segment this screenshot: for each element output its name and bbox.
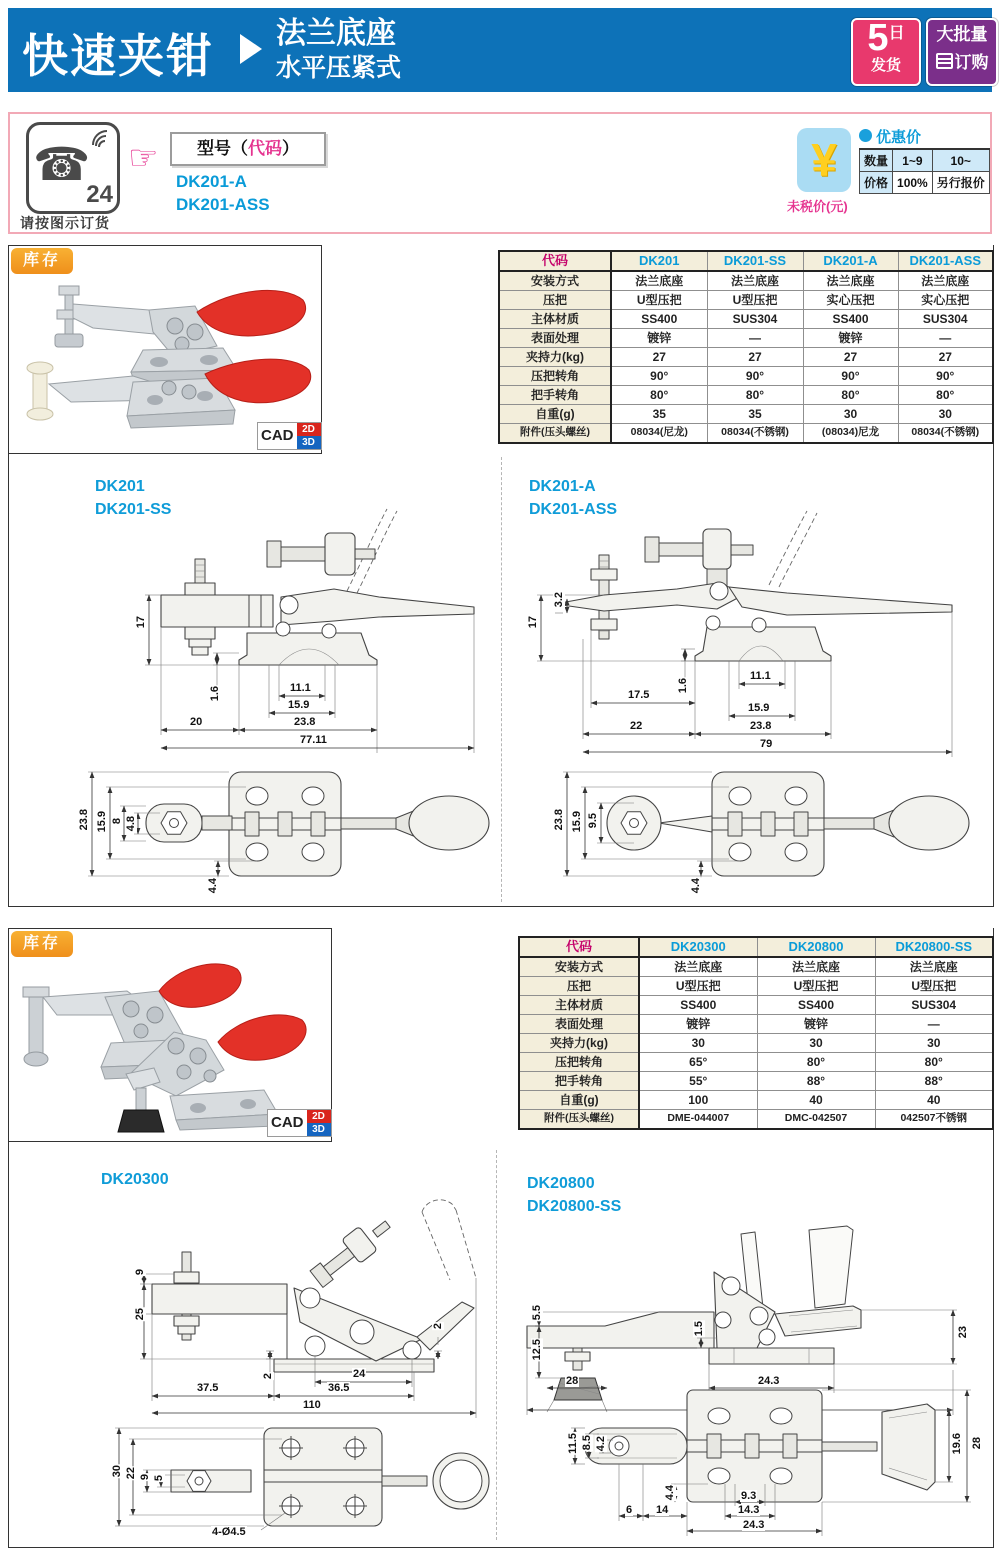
table-cell: — bbox=[875, 1015, 993, 1034]
dimension-label: 4.4 bbox=[664, 1485, 676, 1501]
dimension-label: 22 bbox=[630, 720, 643, 732]
stock-badge: 库存 bbox=[11, 931, 73, 957]
product-photo-box bbox=[8, 245, 322, 454]
price-value: 另行报价 bbox=[932, 172, 989, 194]
page-header bbox=[8, 8, 992, 92]
dimension-label: 9.5 bbox=[587, 813, 599, 829]
signal-waves-icon bbox=[89, 125, 115, 149]
table-cell: 80° bbox=[757, 1053, 875, 1072]
dimension-label: 2 bbox=[262, 1373, 274, 1380]
cad-download-badge[interactable]: CAD 2D 3D bbox=[257, 422, 322, 450]
table-cell: 27 bbox=[803, 348, 898, 367]
table-col-header: DK20300 bbox=[639, 937, 757, 957]
table-cell: 27 bbox=[707, 348, 803, 367]
table-cell: 30 bbox=[803, 405, 898, 424]
dimension-label: 5 bbox=[153, 1475, 165, 1482]
dimension-label: 3.2 bbox=[553, 592, 565, 608]
table-cell: 法兰底座 bbox=[757, 957, 875, 977]
qty-range: 10~ bbox=[932, 149, 989, 172]
order-caption: 请按图示订货 bbox=[20, 215, 110, 231]
drawing-divider bbox=[501, 457, 502, 902]
table-cell: 镀锌 bbox=[757, 1015, 875, 1034]
shipping-days: 5 bbox=[867, 17, 889, 59]
table-cell: 实心压把 bbox=[803, 291, 898, 310]
table-cell: 80° bbox=[611, 386, 707, 405]
technical-drawing-dk201a-bottom bbox=[537, 760, 987, 900]
table-cell: (08034)尼龙 bbox=[803, 424, 898, 444]
table-cell: 08034(不锈钢) bbox=[898, 424, 993, 444]
table-row-label: 安装方式 bbox=[519, 957, 639, 977]
table-row-label: 压把 bbox=[519, 977, 639, 996]
model-code: DK201-A bbox=[176, 172, 247, 191]
subtitle-line1: 法兰底座 bbox=[276, 17, 396, 50]
dimension-label: 4.2 bbox=[595, 1436, 607, 1452]
table-cell: 30 bbox=[898, 405, 993, 424]
table-row-label: 压把 bbox=[499, 291, 611, 310]
table-cell: — bbox=[898, 329, 993, 348]
table-cell: 90° bbox=[707, 367, 803, 386]
orderable-models bbox=[176, 170, 270, 216]
dimension-label: 11.5 bbox=[567, 1433, 579, 1454]
dimension-label: 1.6 bbox=[209, 686, 221, 702]
dimension-label: 24.3 bbox=[743, 1519, 765, 1531]
table-cell: 90° bbox=[898, 367, 993, 386]
product-photo-box bbox=[8, 928, 332, 1142]
dimension-label: 24.3 bbox=[758, 1375, 780, 1387]
table-cell: 27 bbox=[611, 348, 707, 367]
table-row-label: 附件(压头螺丝) bbox=[499, 424, 611, 444]
bullet-icon bbox=[859, 129, 872, 142]
table-cell: 法兰底座 bbox=[898, 271, 993, 291]
dimension-label: 8.5 bbox=[581, 1435, 593, 1451]
order-list-icon bbox=[936, 53, 953, 69]
dimension-label: 1.6 bbox=[677, 678, 689, 694]
price-label: 价格 bbox=[860, 172, 893, 194]
bulk-order-badge: 大批量 订购 bbox=[926, 18, 998, 86]
dimension-label: 77.11 bbox=[300, 734, 327, 746]
dimension-label: 28 bbox=[566, 1375, 579, 1387]
drawing-title: DK201 DK201-SS bbox=[95, 478, 172, 518]
dimension-label: 23.8 bbox=[553, 809, 565, 831]
table-cell: U型压把 bbox=[639, 977, 757, 996]
table-cell: 90° bbox=[611, 367, 707, 386]
dimension-label: 9 bbox=[139, 1474, 151, 1481]
technical-drawing-dk201-side bbox=[129, 503, 499, 758]
dimension-label: 23.8 bbox=[750, 720, 772, 732]
cad-2d-tag: 2D bbox=[297, 423, 321, 436]
dimension-label: 23.8 bbox=[78, 809, 90, 831]
table-col-header: DK201-SS bbox=[707, 251, 803, 271]
table-cell: 80° bbox=[875, 1053, 993, 1072]
dimension-label: 17 bbox=[527, 616, 539, 629]
table-cell: SUS304 bbox=[707, 310, 803, 329]
table-col-header: DK20800 bbox=[757, 937, 875, 957]
table-cell: 法兰底座 bbox=[707, 271, 803, 291]
table-cell: 35 bbox=[611, 405, 707, 424]
table-cell: U型压把 bbox=[611, 291, 707, 310]
dimension-label: 30 bbox=[111, 1465, 123, 1478]
arrow-right-icon bbox=[240, 34, 262, 64]
dimension-label: 4.4 bbox=[690, 878, 702, 894]
table-cell: SS400 bbox=[757, 996, 875, 1015]
table-cell: SUS304 bbox=[898, 310, 993, 329]
page-subtitle bbox=[276, 16, 401, 84]
table-cell: 27 bbox=[898, 348, 993, 367]
table-row-label: 把手转角 bbox=[519, 1072, 639, 1091]
table-cell: 55° bbox=[639, 1072, 757, 1091]
table-cell: SS400 bbox=[803, 310, 898, 329]
table-cell: 实心压把 bbox=[898, 291, 993, 310]
table-cell: SUS304 bbox=[875, 996, 993, 1015]
table-cell: 90° bbox=[803, 367, 898, 386]
dimension-label: 28 bbox=[971, 1437, 983, 1450]
table-col-header: DK201-A bbox=[803, 251, 898, 271]
dimension-label: 5.5 bbox=[531, 1305, 543, 1321]
table-row-label: 自重(g) bbox=[499, 405, 611, 424]
table-cell: 88° bbox=[875, 1072, 993, 1091]
technical-drawing-dk20800-bottom bbox=[537, 1376, 989, 1541]
cad-download-badge[interactable]: CAD 2D 3D bbox=[267, 1109, 332, 1137]
table-cell: U型压把 bbox=[757, 977, 875, 996]
dimension-label: 23.8 bbox=[294, 716, 316, 728]
table-cell: 法兰底座 bbox=[803, 271, 898, 291]
dimension-label: 1.5 bbox=[693, 1321, 705, 1337]
table-row-label: 主体材质 bbox=[519, 996, 639, 1015]
price-table bbox=[859, 148, 990, 194]
table-cell: DMC-042507 bbox=[757, 1110, 875, 1130]
table-corner-header: 代码 bbox=[499, 251, 611, 271]
table-cell: 镀锌 bbox=[611, 329, 707, 348]
table-row-label: 夹持力(kg) bbox=[499, 348, 611, 367]
table-cell: 88° bbox=[757, 1072, 875, 1091]
table-cell: DME-044007 bbox=[639, 1110, 757, 1130]
table-cell: 08034(不锈钢) bbox=[707, 424, 803, 444]
table-row-label: 表面处理 bbox=[499, 329, 611, 348]
dimension-label: 22 bbox=[125, 1467, 137, 1480]
table-row-label: 表面处理 bbox=[519, 1015, 639, 1034]
section-dk201 bbox=[8, 245, 994, 907]
cad-3d-tag: 3D bbox=[307, 1123, 331, 1136]
technical-drawing-dk201a-side bbox=[507, 503, 989, 758]
hole-callout-label: 4-Ø4.5 bbox=[212, 1526, 246, 1538]
dimension-label: 110 bbox=[303, 1399, 321, 1411]
table-col-header: DK20800-SS bbox=[875, 937, 993, 957]
dimension-label: 36.5 bbox=[328, 1382, 350, 1394]
dimension-label: 15.9 bbox=[96, 811, 108, 833]
dimension-label: 15.9 bbox=[571, 811, 583, 833]
table-cell: 80° bbox=[707, 386, 803, 405]
page-title: 快速夹钳 bbox=[22, 30, 214, 82]
table-cell: 80° bbox=[898, 386, 993, 405]
model-code: DK201-ASS bbox=[176, 195, 270, 214]
table-cell: — bbox=[707, 329, 803, 348]
dimension-label: 17.5 bbox=[628, 689, 650, 701]
dimension-label: 20 bbox=[190, 716, 203, 728]
dimension-label: 17 bbox=[135, 616, 147, 629]
table-row-label: 主体材质 bbox=[499, 310, 611, 329]
phone-24h-icon: ☎ 24 bbox=[26, 122, 120, 214]
dimension-label: 79 bbox=[760, 738, 773, 750]
table-cell: U型压把 bbox=[875, 977, 993, 996]
cad-2d-tag: 2D bbox=[307, 1110, 331, 1123]
table-cell: 40 bbox=[875, 1091, 993, 1110]
table-cell: 法兰底座 bbox=[875, 957, 993, 977]
price-yen-icon: ¥ bbox=[797, 128, 851, 192]
qty-range: 1~9 bbox=[893, 149, 933, 172]
table-cell: 法兰底座 bbox=[611, 271, 707, 291]
shipping-badge: 5日 发货 bbox=[851, 18, 921, 86]
table-cell: 80° bbox=[803, 386, 898, 405]
spec-table-dk20300 bbox=[518, 936, 994, 1130]
table-row-label: 夹持力(kg) bbox=[519, 1034, 639, 1053]
table-cell: 30 bbox=[757, 1034, 875, 1053]
model-code-box: 型号（代码） bbox=[170, 132, 326, 166]
dimension-label: 19.6 bbox=[951, 1433, 963, 1455]
dimension-label: 4.4 bbox=[207, 878, 219, 894]
discount-title: 优惠价 bbox=[859, 126, 921, 147]
dimension-label: 23 bbox=[957, 1326, 969, 1339]
dimension-label: 11.1 bbox=[290, 682, 311, 694]
dimension-label: 9 bbox=[134, 1269, 146, 1276]
dimension-label: 9.3 bbox=[741, 1490, 757, 1502]
table-row-label: 安装方式 bbox=[499, 271, 611, 291]
dimension-label: 12.5 bbox=[531, 1339, 543, 1361]
dimension-label: 8 bbox=[111, 818, 123, 825]
table-cell: 镀锌 bbox=[639, 1015, 757, 1034]
table-col-header: DK201-ASS bbox=[898, 251, 993, 271]
dimension-label: 15.9 bbox=[748, 702, 770, 714]
technical-drawing-dk20300-bottom bbox=[99, 1420, 499, 1542]
tax-note: 未税价(元) bbox=[787, 199, 848, 214]
technical-drawing-dk20300-side bbox=[124, 1194, 499, 1419]
table-row-label: 自重(g) bbox=[519, 1091, 639, 1110]
table-cell: 08034(尼龙) bbox=[611, 424, 707, 444]
drawing-title: DK201-A DK201-ASS bbox=[529, 478, 618, 518]
qty-label: 数量 bbox=[860, 149, 893, 172]
drawing-title: DK20800 DK20800-SS bbox=[527, 1175, 622, 1215]
dimension-label: 11.1 bbox=[750, 670, 771, 682]
order-info-box bbox=[8, 112, 992, 234]
dimension-label: 15.9 bbox=[288, 699, 310, 711]
dimension-label: 14.3 bbox=[738, 1504, 760, 1516]
table-row-label: 压把转角 bbox=[499, 367, 611, 386]
table-cell: 35 bbox=[707, 405, 803, 424]
subtitle-line2: 水平压紧式 bbox=[276, 54, 402, 82]
table-cell: 法兰底座 bbox=[639, 957, 757, 977]
pointing-hand-icon: ☞ bbox=[128, 139, 159, 177]
table-row-label: 附件(压头螺丝) bbox=[519, 1110, 639, 1130]
table-cell: U型压把 bbox=[707, 291, 803, 310]
stock-badge: 库存 bbox=[11, 248, 73, 274]
table-row-label: 压把转角 bbox=[519, 1053, 639, 1072]
table-cell: 30 bbox=[875, 1034, 993, 1053]
price-value: 100% bbox=[893, 172, 933, 194]
spec-table-dk201 bbox=[498, 250, 994, 444]
table-cell: 40 bbox=[757, 1091, 875, 1110]
section-dk20300 bbox=[8, 928, 994, 1548]
dimension-label: 14 bbox=[656, 1504, 669, 1516]
table-cell: 30 bbox=[639, 1034, 757, 1053]
cad-3d-tag: 3D bbox=[297, 436, 321, 449]
table-cell: SS400 bbox=[639, 996, 757, 1015]
dimension-label: 4.8 bbox=[125, 816, 137, 832]
technical-drawing-dk201-bottom bbox=[64, 760, 494, 900]
table-row-label: 把手转角 bbox=[499, 386, 611, 405]
table-cell: 镀锌 bbox=[803, 329, 898, 348]
dimension-label: 2 bbox=[432, 1323, 444, 1330]
table-cell: 042507不锈钢 bbox=[875, 1110, 993, 1130]
table-cell: 65° bbox=[639, 1053, 757, 1072]
dimension-label: 24 bbox=[353, 1368, 366, 1380]
dimension-label: 6 bbox=[626, 1504, 633, 1516]
dimension-label: 25 bbox=[134, 1308, 146, 1321]
dimension-label: 37.5 bbox=[197, 1382, 219, 1394]
table-corner-header: 代码 bbox=[519, 937, 639, 957]
table-cell: SS400 bbox=[611, 310, 707, 329]
table-col-header: DK201 bbox=[611, 251, 707, 271]
table-cell: 100 bbox=[639, 1091, 757, 1110]
drawing-title: DK20300 bbox=[101, 1171, 169, 1188]
